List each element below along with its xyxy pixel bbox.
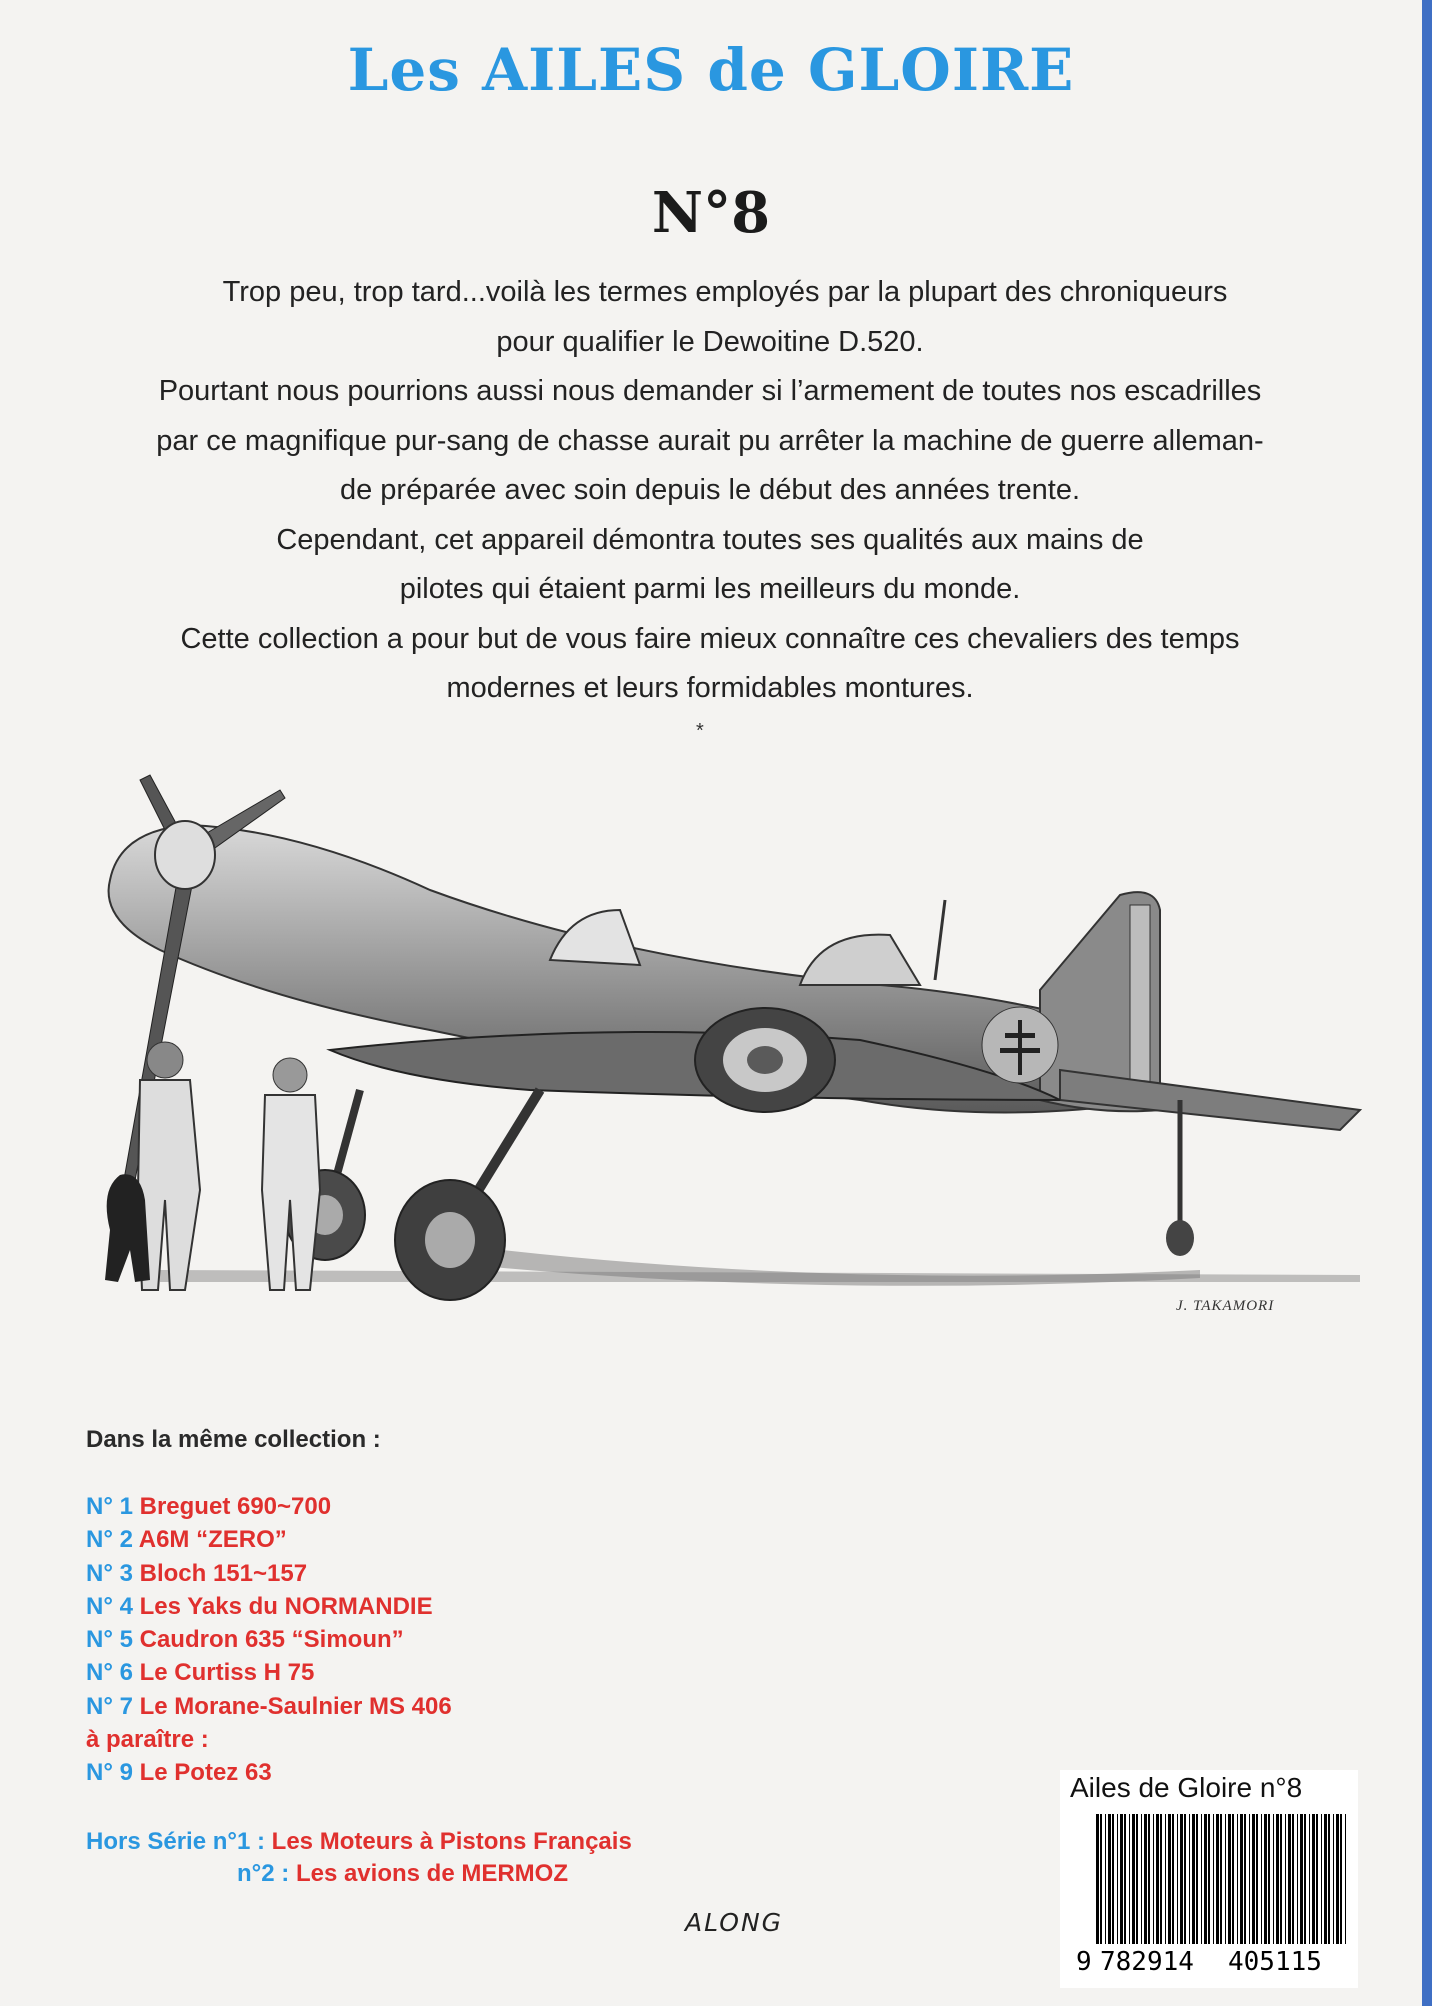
hors-serie-item: n°2 : Les avions de MERMOZ bbox=[237, 1860, 568, 1887]
blurb-line: Cette collection a pour but de vous faire mieux connaître ces chevaliers des temps bbox=[180, 622, 1240, 655]
blurb-line: pilotes qui étaient parmi les meilleurs du monde. bbox=[399, 573, 1021, 605]
hors-serie-item: Hors Série n°1 : Les Moteurs à Pistons Français bbox=[86, 1828, 632, 1855]
series-title: Les AILES de GLOIRE bbox=[347, 36, 1075, 104]
section-asterisk: * bbox=[696, 720, 704, 742]
list-item: N° 4 Les Yaks du NORMANDIE bbox=[86, 1592, 433, 1620]
blurb-line: pour qualifier le Dewoitine D.520. bbox=[496, 325, 924, 358]
artist-signature: J. TAKAMORI bbox=[1176, 1298, 1275, 1314]
hors-serie-list bbox=[86, 1826, 632, 1890]
blurb-line: Pourtant nous pourrions aussi nous demander si l’armement de toutes nos escadrilles bbox=[158, 375, 1262, 407]
barcode-digit: 405115 bbox=[1228, 1947, 1322, 1974]
list-item: N° 6 Le Curtiss H 75 bbox=[86, 1659, 315, 1687]
barcode-digit: 782914 bbox=[1100, 1947, 1194, 1974]
collection-heading: Dans la même collection : bbox=[86, 1426, 381, 1453]
list-item: N° 9 Le Potez 63 bbox=[86, 1759, 272, 1787]
issue-number: N°8 bbox=[651, 180, 771, 246]
blurb-line: de préparée avec soin depuis le début des années trente. bbox=[339, 474, 1081, 506]
blurb-line: par ce magnifique pur-sang de chasse aurait pu arrêter la machine de guerre alleman- bbox=[156, 424, 1264, 457]
blurb-line: Cependant, cet appareil démontra toutes ses qualités aux mains de bbox=[276, 523, 1144, 556]
cover-edge bbox=[1422, 0, 1432, 2006]
blurb-text bbox=[60, 268, 1360, 714]
list-item: N° 7 Le Morane-Saulnier MS 406 bbox=[86, 1692, 452, 1720]
collection-list bbox=[86, 1490, 452, 1790]
list-item: N° 3 Bloch 151~157 bbox=[86, 1559, 308, 1587]
barcode-icon bbox=[1076, 1814, 1352, 1974]
list-item: N° 5 Caudron 635 “Simoun” bbox=[86, 1626, 404, 1654]
upcoming-label: à paraître : bbox=[86, 1726, 209, 1754]
publisher-mark: ALONG bbox=[685, 1908, 784, 1937]
blurb-line: modernes et leurs formidables montures. bbox=[446, 672, 974, 704]
list-item: N° 1 Breguet 690~700 bbox=[86, 1493, 332, 1520]
barcode-title: Ailes de Gloire n°8 bbox=[1070, 1772, 1303, 1803]
barcode-digit: 9 bbox=[1076, 1947, 1092, 1974]
list-item: N° 2 A6M “ZERO” bbox=[86, 1526, 287, 1554]
blurb-line: Trop peu, trop tard...voilà les termes employés par la plupart des chroniqueurs bbox=[222, 276, 1228, 308]
aircraft-illustration bbox=[100, 770, 1370, 1330]
